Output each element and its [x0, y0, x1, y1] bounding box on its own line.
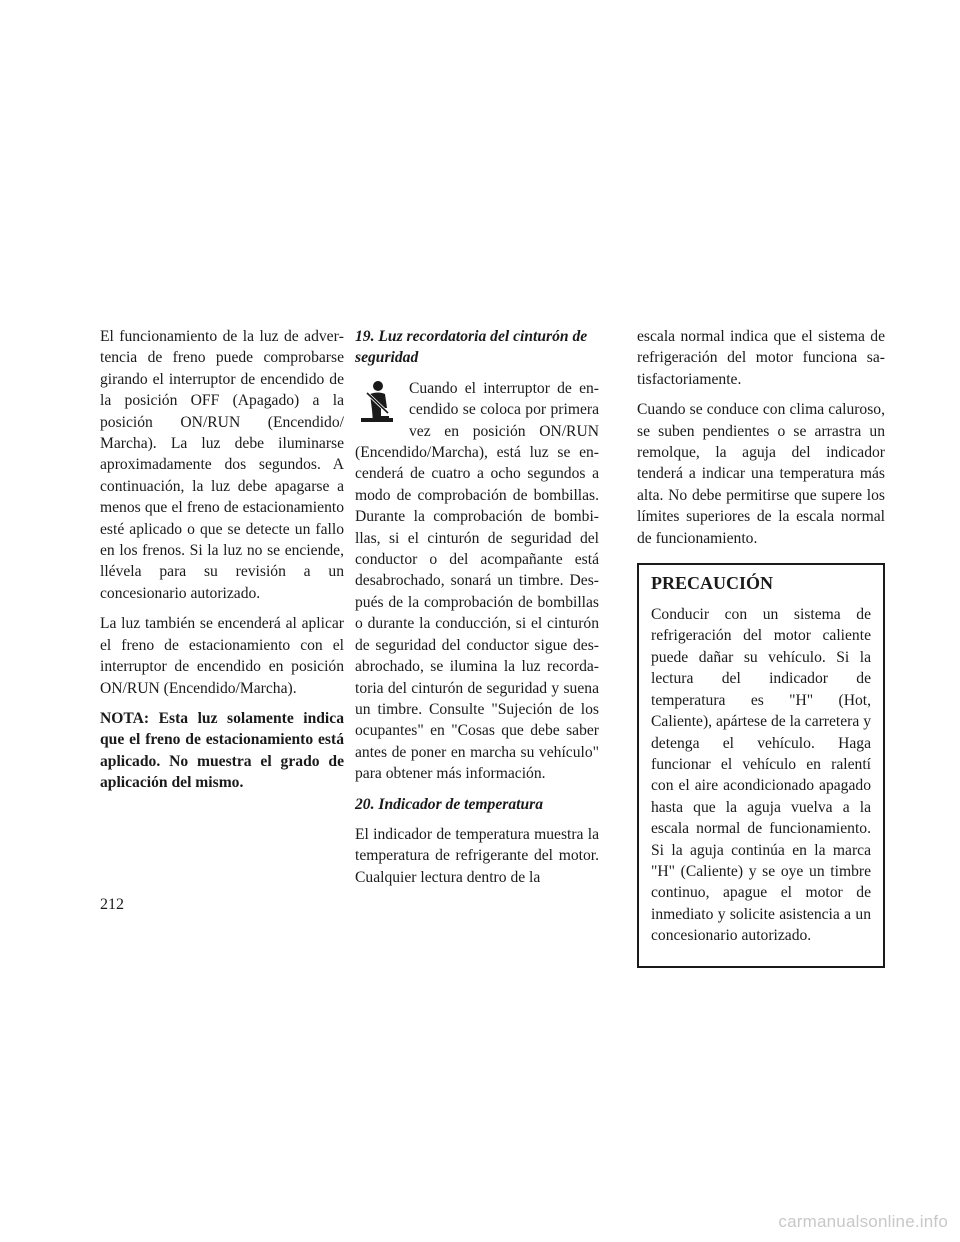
watermark: carmanualsonline.info [778, 1212, 948, 1231]
heading-seatbelt-reminder: 19. Luz recordatoria del cinturón de seguridad [355, 328, 588, 367]
temperature-continued-paragraph: escala normal indica que el sistema de refrigeración del motor funciona satisfactoriamente. [637, 328, 885, 388]
parking-brake-paragraph: La luz también se encenderá al aplicar el freno de estacionamiento con el interruptor de encendido en posición ON/RUN (Encendido/Marcha). [100, 615, 344, 697]
page-number: 212 [100, 896, 124, 913]
brake-warning-paragraph: El funcionamiento de la luz de advertencia de freno puede comprobarse girando el interruptor de encendido de la posición OFF (Apagado) a la posición ON/RUN (Encendido/ Marcha). La luz debe iluminarse aproximadamente dos segundos. A continuación, la luz debe apagarse a menos que el freno de estacionamiento esté aplicado o que se detecte un fallo en los frenos. Si la luz no se enciende, llévela para su revisión a un concesionario autorizado. [100, 328, 344, 602]
caution-box [637, 563, 885, 968]
caution-title: PRECAUCIÓN [651, 573, 774, 594]
note-paragraph: NOTA: Esta luz solamente indica que el freno de estacionamiento está aplicado. No muestra el grado de aplicación del mismo. [100, 709, 344, 792]
column-left [100, 326, 344, 803]
seatbelt-paragraph-text: Cuando el interruptor de encendido se coloca por primera vez en posición ON/RUN (Encendido/Marcha), está luz se encenderá de cuatro a ocho segundos a modo de comprobación de bombillas. Durante la comprobación de bombillas, si el cinturón de seguridad del conductor o del acompañante está desabrochado, sonará un timbre. Después de la comprobación de bombillas o durante la conducción, si el cinturón de seguridad del conductor sigue desabrochado, se ilumina la luz recordatoria del cinturón de seguridad y suena un timbre. Consulte "Sujeción de los ocupantes" en "Cosas que debe saber antes de poner en marcha su vehículo" para obtener más información. [355, 379, 599, 783]
temperature-paragraph: El indicador de temperatura muestra la temperatura de refrigerante del motor. Cualquier lectura dentro de la [355, 825, 599, 886]
seatbelt-reminder-icon [359, 380, 397, 426]
hot-weather-paragraph: Cuando se conduce con clima caluroso, se suben pendientes o se arrastra un remolque, la aguja del indicador tenderá a indicar una temperatura más alta. No debe permitirse que supere los límites superiores de la escala normal de funcionamiento. [637, 401, 885, 547]
caution-body: Conducir con un sistema de refrigeración del motor caliente puede dañar su vehículo. Si la lectura del indicador de temperatura es "H" (Hot, Caliente), apártese de la carretera y detenga el vehículo. Haga funcionar el vehículo en ralentí con el aire acondicionado apagado hasta que la aguja vuelva a la escala normal de funcionamiento. Si la aguja continúa en la marca "H" (Caliente) y se oye un timbre continuo, apague el motor de inmediato y solicite asistencia a un concesionario autorizado. [651, 606, 871, 945]
column-middle [355, 326, 599, 897]
heading-temperature-gauge: 20. Indicador de temperatura [355, 795, 543, 813]
column-right [637, 326, 885, 968]
seatbelt-paragraph [355, 378, 599, 785]
